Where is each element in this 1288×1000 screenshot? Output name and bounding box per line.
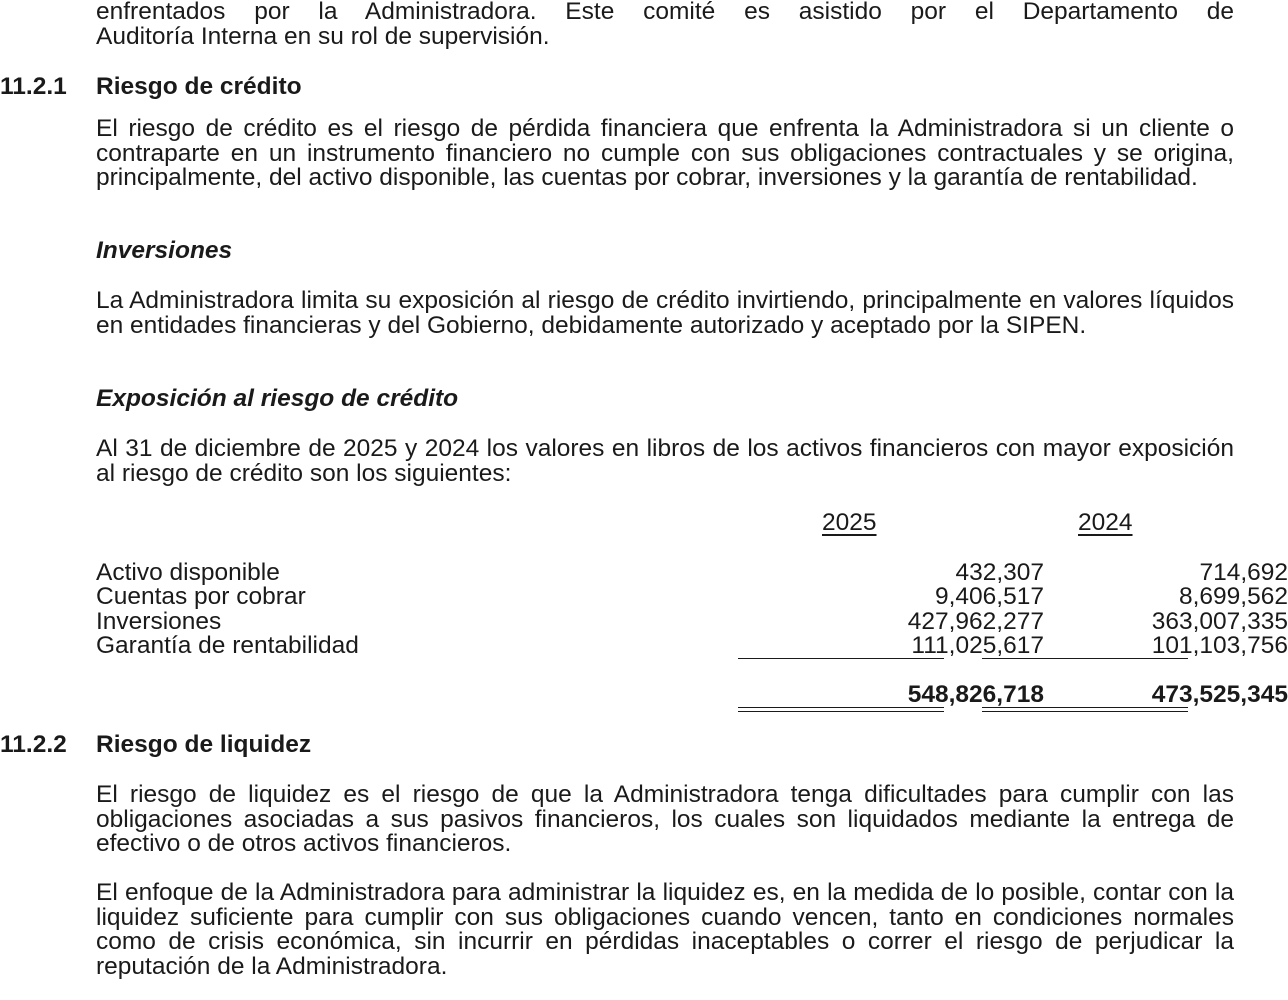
subtotal-rule-2025 (738, 658, 944, 659)
row-label: Garantía de rentabilidad (96, 632, 359, 659)
row-value-2025: 427,962,277 (907, 608, 1044, 635)
exposure-subheading: Exposición al riesgo de crédito (96, 385, 459, 412)
row-value-2024: 8,699,562 (1179, 583, 1288, 610)
section-credit-title: Riesgo de crédito (96, 73, 302, 100)
section-liquidity-number: 11.2.2 (0, 731, 67, 758)
total-value-2024: 473,525,345 (1151, 681, 1288, 708)
total-rule-2024-a (982, 707, 1188, 708)
total-row (96, 681, 1288, 708)
table-row (96, 632, 1288, 659)
section-liquidity-paragraph-2: El enfoque de la Administradora para administrar la liquidez es, en la medida de lo posible, contar con la liquidez suficiente para cumplir con sus obligaciones cuando vencen, tanto en condiciones normales como de crisis económica, sin incurrir en pérdidas inaceptables o correr el riesgo de perjudicar la reputación de la Administradora. (96, 879, 1234, 980)
intro-line-1: enfrentados por la Administradora. Este comité es asistido por el Departamento de (96, 0, 1234, 25)
intro-paragraph (96, 0, 1234, 25)
row-value-2025: 111,025,617 (911, 632, 1044, 659)
row-label: Activo disponible (96, 559, 280, 586)
total-rule-2025-b (738, 711, 944, 712)
total-value-2025: 548,826,718 (907, 681, 1044, 708)
exposure-paragraph: Al 31 de diciembre de 2025 y 2024 los valores en libros de los activos financieros con mayor exposición al riesgo de crédito son los siguientes: (96, 435, 1234, 487)
total-rule-2025-a (738, 707, 944, 708)
row-label: Cuentas por cobrar (96, 583, 306, 610)
section-credit-paragraph: El riesgo de crédito es el riesgo de pérdida financiera que enfrenta la Administradora si un cliente o contraparte en un instrumento financiero no cumple con sus obligaciones contractuales y se origina, principalmente, del activo disponible, las cuentas por cobrar, inversiones y la garantía de rentabilidad. (96, 115, 1234, 191)
row-value-2025: 432,307 (955, 559, 1044, 586)
row-value-2024: 363,007,335 (1151, 608, 1288, 635)
table-row (96, 583, 1288, 610)
section-liquidity-title: Riesgo de liquidez (96, 731, 312, 758)
investments-subheading: Inversiones (96, 237, 233, 264)
intro-line-2: Auditoría Interna en su rol de supervisión. (96, 23, 550, 50)
row-value-2025: 9,406,517 (935, 583, 1044, 610)
table-row (96, 559, 1288, 586)
total-rule-2024-b (982, 711, 1188, 712)
intro-paragraph-end (96, 25, 1234, 50)
subtotal-rule-2024 (982, 658, 1188, 659)
section-liquidity-heading (0, 731, 311, 759)
investments-paragraph: La Administradora limita su exposición al riesgo de crédito invirtiendo, principalmente en valores líquidos en entidades financieras y del Gobierno, debidamente autorizado y aceptado por la SIPEN. (96, 287, 1234, 339)
row-value-2024: 101,103,756 (1151, 632, 1288, 659)
column-header-2025: 2025 (822, 509, 877, 536)
row-value-2024: 714,692 (1199, 559, 1288, 586)
column-header-2024: 2024 (1078, 509, 1133, 536)
section-liquidity-paragraph-1: El riesgo de liquidez es el riesgo de que la Administradora tenga dificultades para cumplir con las obligaciones asociadas a sus pasivos financieros, los cuales son liquidados mediante la entrega de efectivo o de otros activos financieros. (96, 781, 1234, 857)
section-credit-number: 11.2.1 (0, 73, 67, 100)
row-label: Inversiones (96, 608, 222, 635)
section-credit-heading (0, 73, 302, 101)
table-row (96, 608, 1288, 635)
